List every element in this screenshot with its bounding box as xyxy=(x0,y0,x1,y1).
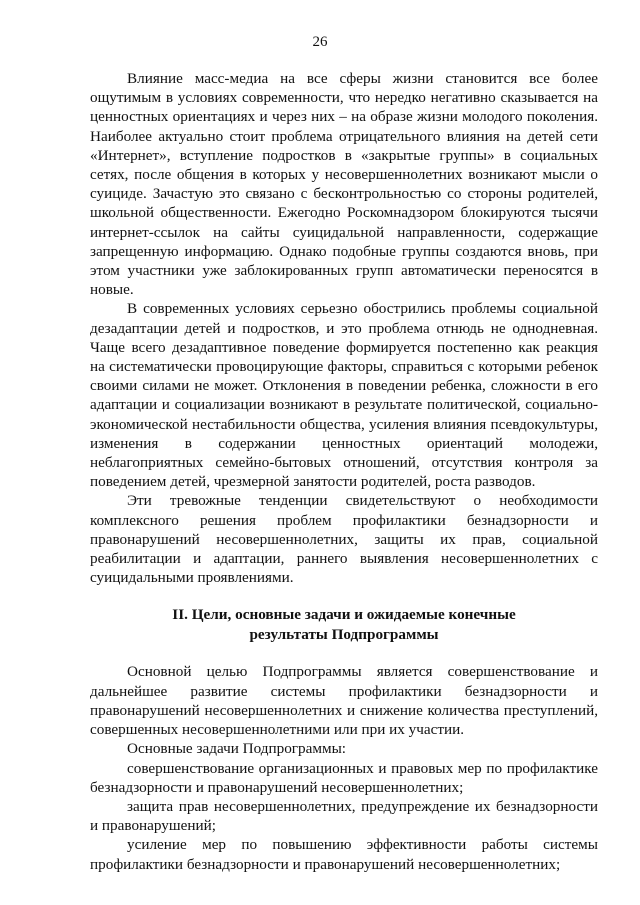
task-item-system-efficiency: усиление мер по повышению эффективности работы системы профилактики безнадзорности и правонарушений несовершеннолетних; xyxy=(90,836,598,873)
document-body xyxy=(90,69,598,874)
page-number: 26 xyxy=(312,34,328,50)
paragraph-tasks-intro: Основные задачи Подпрограммы: xyxy=(127,740,347,758)
paragraph-main-goal: Основной целью Подпрограммы является совершенствование и дальнейшее развитие системы профилактики безнадзорности и правонарушений несовершеннолетних и снижение количества преступлений, совершенных несовершеннолетними или при их участии. xyxy=(90,663,598,739)
section-heading-line-1: II. Цели, основные задачи и ожидаемые конечные xyxy=(172,606,516,624)
paragraph-alarming-trends: Эти тревожные тенденции свидетельствуют о необходимости комплексного решения проблем профилактики безнадзорности и правонарушений несовершеннолетних, защиты их прав, социальной реабилитации и адаптации, раннего выявления несовершеннолетних с суицидальными проявлениями. xyxy=(90,492,598,587)
paragraph-media-influence: Влияние масс-медиа на все сферы жизни становится все более ощутимым в условиях современности, что нередко негативно сказывается на ценностных ориентациях и через них – на образе жизни молодого поколения. Наиболее актуально стоит проблема отрицательного влияния на детей сети «Интернет», вступление подростков в «закрытые группы» в социальных сетях, после общения в которых у несовершеннолетних возникают мысли о суициде. Зачастую это связано с бесконтрольностью со стороны родителей, школьной общественности. Ежегодно Роскомнадзором блокируются тысячи интернет-ссылок на сайты суицидальной направленности, содержащие запрещенную информацию. Однако подобные группы создаются вновь, при этом участники уже заблокированных групп автоматически переносятся в новые. xyxy=(90,70,598,299)
task-item-rights-protection: защита прав несовершеннолетних, предупреждение их безнадзорности и правонарушений; xyxy=(90,797,598,835)
section-heading-line-2: результаты Подпрограммы xyxy=(249,625,439,643)
section-heading xyxy=(90,605,598,644)
task-item-organizational-measures: совершенствование организационных и правовых мер по профилактике безнадзорности и правонарушений несовершеннолетних; xyxy=(90,759,598,796)
paragraph-social-maladjustment: В современных условиях серьезно обострились проблемы социальной дезадаптации детей и подростков, и это проблема отнюдь не однодневная. Чаще всего дезадаптивное поведение формируется постепенно как реакция на систематически провоцирующие факторы, справиться с которыми ребенок своими силами не может. Отклонения в поведении ребенка, сложности в его адаптации и социализации возникают в результате политической, социально-экономической нестабильности общества, усиления влияния псевдокультуры, изменения в содержании ценностных ориентаций молодежи, неблагоприятных семейно-бытовых отношений, отсутствия контроля за поведением детей, чрезмерной занятости родителей, роста разводов. xyxy=(90,300,598,491)
